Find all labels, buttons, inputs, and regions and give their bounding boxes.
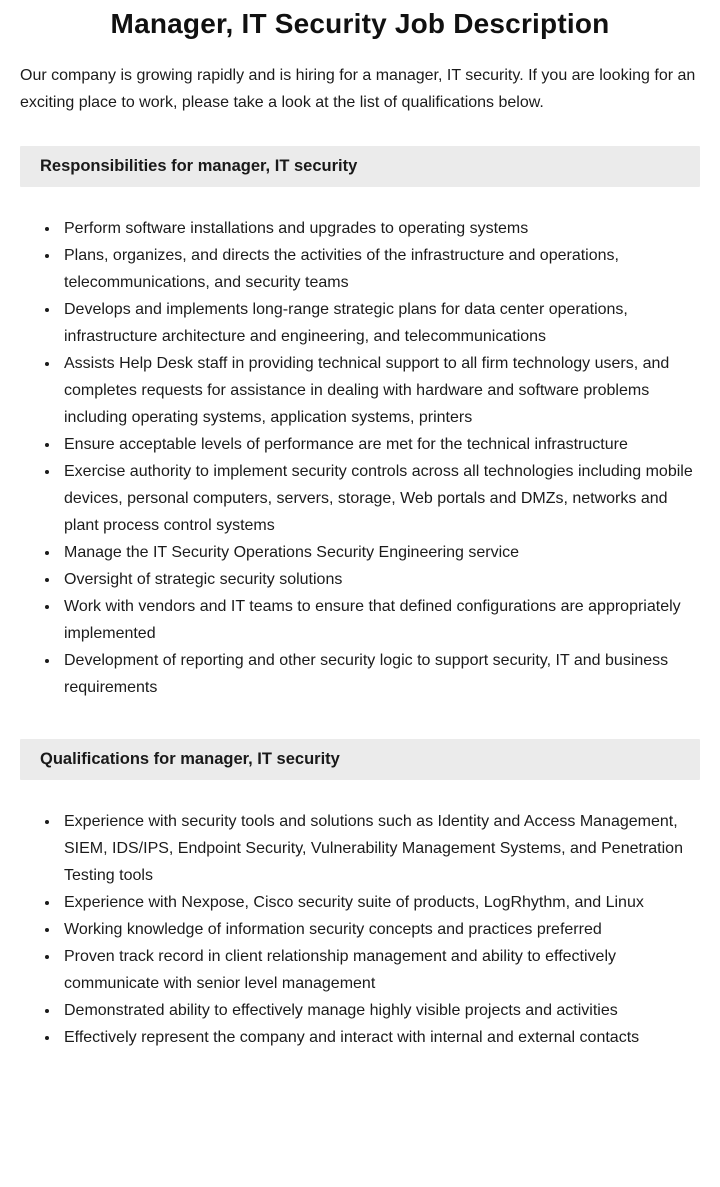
responsibility-item: • Assists Help Desk staff in providing technical support to all firm technology users, and completes requests for assistance in dealing with hardware and software problems including operating systems, application systems, printers	[60, 350, 700, 431]
responsibility-item: • Develops and implements long-range strategic plans for data center operations, infrastructure architecture and engineering, and telecommunications	[60, 296, 700, 350]
qualification-item: • Demonstrated ability to effectively manage highly visible projects and activities	[60, 997, 700, 1024]
responsibility-item: • Manage the IT Security Operations Security Engineering service	[60, 539, 700, 566]
responsibility-item: • Plans, organizes, and directs the activities of the infrastructure and operations, telecommunications, and security teams	[60, 242, 700, 296]
responsibility-item: • Work with vendors and IT teams to ensure that defined configurations are appropriately implemented	[60, 593, 700, 647]
qualification-item: • Experience with Nexpose, Cisco security suite of products, LogRhythm, and Linux	[60, 889, 700, 916]
qualifications-section-heading: Qualifications for manager, IT security	[20, 739, 700, 780]
qualification-item: • Working knowledge of information security concepts and practices preferred	[60, 916, 700, 943]
responsibility-item: • Oversight of strategic security solutions	[60, 566, 700, 593]
qualification-item: • Proven track record in client relationship management and ability to effectively communicate with senior level management	[60, 943, 700, 997]
responsibility-item: • Exercise authority to implement security controls across all technologies including mobile devices, personal computers, servers, storage, Web portals and DMZs, networks and plant process control systems	[60, 458, 700, 539]
responsibility-item: • Development of reporting and other security logic to support security, IT and business requirements	[60, 647, 700, 701]
responsibilities-list	[20, 215, 700, 701]
qualification-item: • Experience with security tools and solutions such as Identity and Access Management, SIEM, IDS/IPS, Endpoint Security, Vulnerability Management Systems, and Penetration Testing tools	[60, 808, 700, 889]
qualifications-list	[20, 808, 700, 1051]
responsibility-item: • Ensure acceptable levels of performance are met for the technical infrastructure	[60, 431, 700, 458]
responsibility-item: • Perform software installations and upgrades to operating systems	[60, 215, 700, 242]
responsibilities-section-heading: Responsibilities for manager, IT security	[20, 146, 700, 187]
intro-paragraph: Our company is growing rapidly and is hiring for a manager, IT security. If you are looking for an exciting place to work, please take a look at the list of qualifications below.	[20, 67, 696, 111]
qualification-item: • Effectively represent the company and interact with internal and external contacts	[60, 1024, 700, 1051]
page-title: Manager, IT Security Job Description	[110, 8, 610, 39]
